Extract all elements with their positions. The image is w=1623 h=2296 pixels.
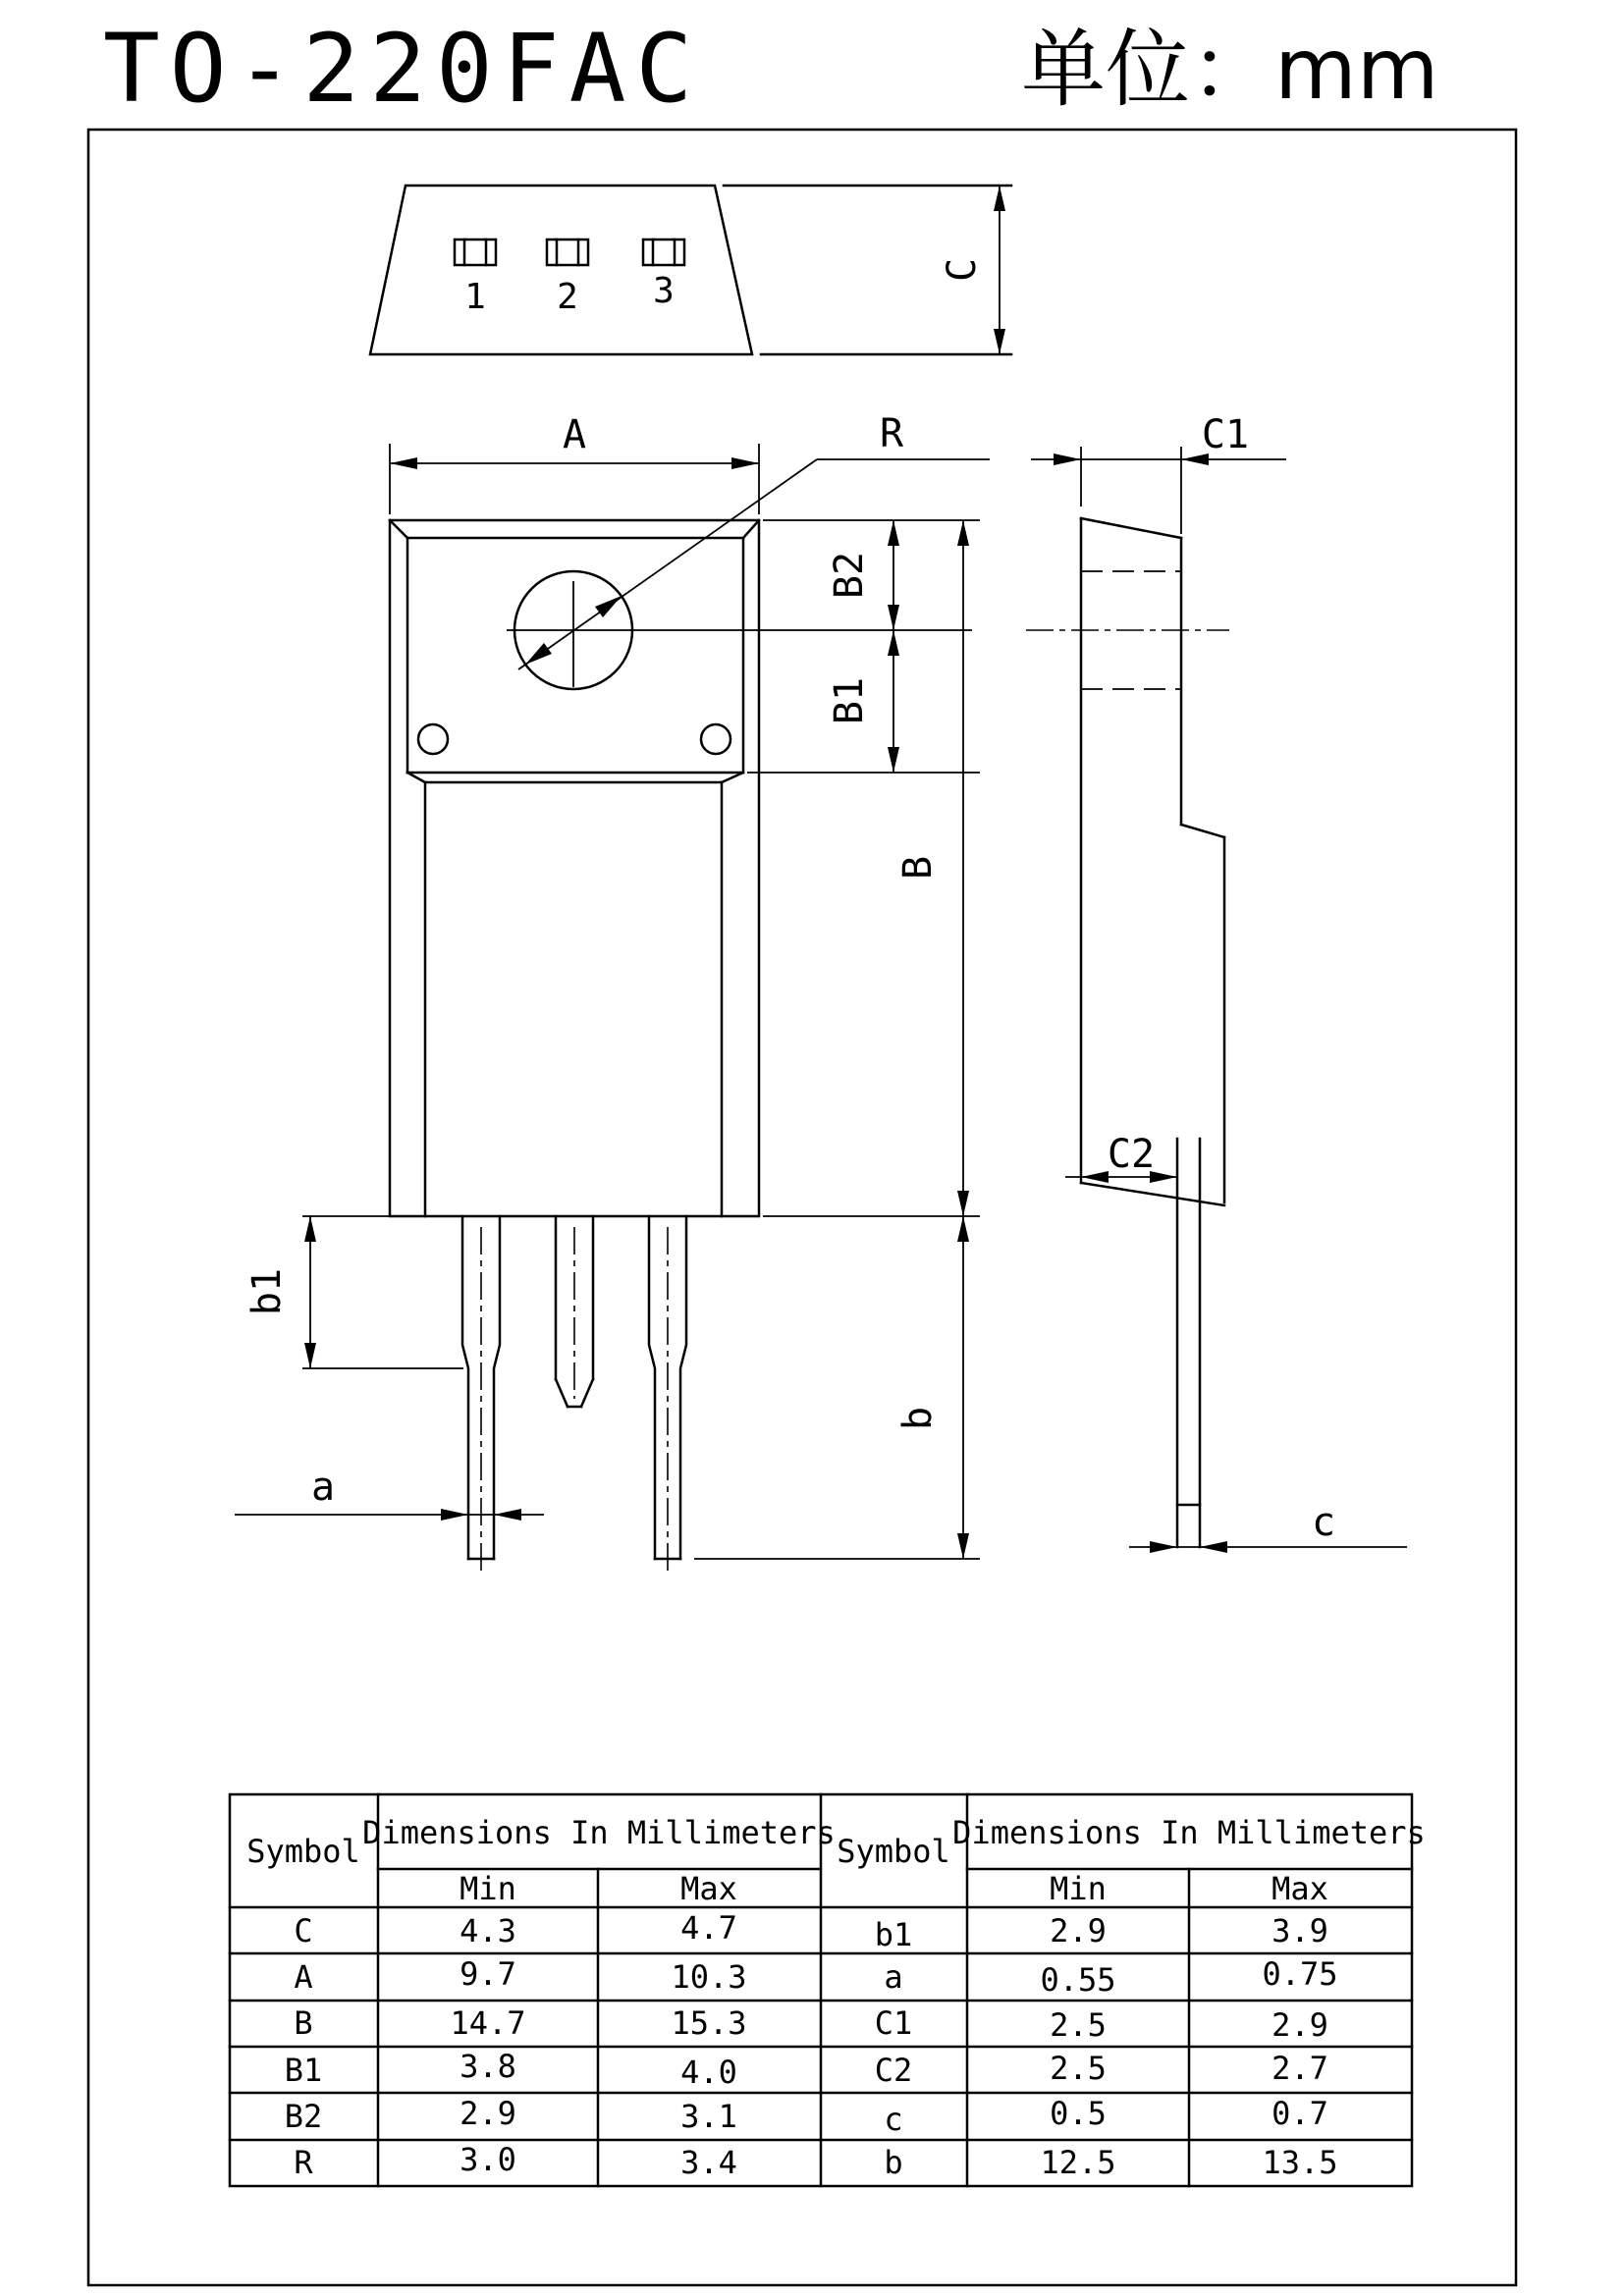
- svg-text:a: a: [884, 1958, 903, 1996]
- svg-text:3.1: 3.1: [680, 2098, 737, 2135]
- dim-B1-right: [827, 630, 899, 773]
- dim-R-label: R: [879, 411, 904, 456]
- dim-b1-label: b1: [244, 1267, 290, 1316]
- side-bottom-slant: [1081, 1183, 1224, 1205]
- svg-text:b1: b1: [874, 1916, 913, 1953]
- table-row: [285, 2048, 737, 2091]
- svg-text:B1: B1: [284, 2052, 323, 2089]
- pin-2-label: 2: [557, 277, 578, 317]
- small-hole-left: [418, 724, 448, 754]
- svg-text:4.0: 4.0: [680, 2054, 737, 2091]
- svg-text:B: B: [294, 2004, 313, 2042]
- svg-text:13.5: 13.5: [1262, 2144, 1338, 2181]
- dim-a: [235, 1465, 544, 1521]
- svg-text:3.8: 3.8: [460, 2048, 516, 2085]
- dim-B2: [827, 520, 899, 630]
- dim-B2-label: B2: [827, 551, 872, 600]
- table-row: [884, 2144, 1337, 2181]
- svg-text:2.9: 2.9: [1271, 2006, 1328, 2044]
- dim-B: [895, 520, 969, 1216]
- table-right-symbol-header: Symbol: [837, 1833, 950, 1870]
- side-view: [1026, 412, 1407, 1553]
- table-row: [875, 2050, 1328, 2089]
- svg-text:4.7: 4.7: [680, 1909, 737, 1947]
- svg-text:C2: C2: [874, 2052, 913, 2089]
- svg-text:A: A: [294, 1958, 313, 1996]
- svg-text:C1: C1: [874, 2004, 913, 2042]
- dim-C1: [1031, 412, 1286, 534]
- top-view-pin-3: [643, 240, 684, 265]
- svg-text:3.0: 3.0: [460, 2141, 516, 2178]
- svg-text:C: C: [294, 1912, 313, 1949]
- svg-text:0.75: 0.75: [1262, 1955, 1338, 1993]
- dim-C-label: C: [940, 257, 985, 283]
- svg-text:12.5: 12.5: [1040, 2144, 1116, 2181]
- svg-text:2.9: 2.9: [460, 2095, 516, 2132]
- table-left-dim-header: Dimensions In Millimeters: [362, 1814, 836, 1851]
- svg-text:2.5: 2.5: [1050, 2006, 1107, 2044]
- dim-b-label: b: [895, 1406, 941, 1431]
- front-body-outline: [390, 520, 759, 1216]
- svg-text:2.7: 2.7: [1271, 2050, 1328, 2087]
- svg-text:4.3: 4.3: [460, 1912, 516, 1949]
- pin-3-label: 3: [653, 271, 675, 311]
- table-row: [294, 1955, 746, 1996]
- svg-text:15.3: 15.3: [671, 2004, 747, 2042]
- table-right-min-header: Min: [1050, 1870, 1107, 1907]
- top-view: [370, 186, 1011, 354]
- svg-text:2.5: 2.5: [1050, 2050, 1107, 2087]
- dimension-table: [230, 1794, 1426, 2186]
- unit-label: 单位：mm: [1021, 21, 1439, 119]
- svg-text:10.3: 10.3: [671, 1958, 747, 1996]
- table-left-min-header: Min: [460, 1870, 516, 1907]
- svg-text:2.9: 2.9: [1050, 1912, 1107, 1949]
- dim-b: [895, 1216, 969, 1559]
- svg-text:3.9: 3.9: [1271, 1912, 1328, 1949]
- small-hole-right: [701, 724, 730, 754]
- svg-text:3.4: 3.4: [680, 2144, 737, 2181]
- dim-A-label: A: [562, 412, 587, 457]
- dim-C2-label: C2: [1107, 1132, 1156, 1177]
- lead-right: [649, 1216, 686, 1571]
- table-left-symbol-header: Symbol: [246, 1833, 360, 1870]
- top-view-pin-2: [547, 240, 588, 265]
- top-view-pin-1: [455, 240, 496, 265]
- svg-text:0.7: 0.7: [1271, 2095, 1328, 2132]
- lead-middle: [556, 1216, 593, 1407]
- svg-text:0.55: 0.55: [1040, 1961, 1116, 1999]
- top-view-body-outline: [370, 186, 752, 354]
- svg-text:c: c: [884, 2101, 903, 2138]
- dim-C1-label: C1: [1201, 412, 1250, 457]
- table-right-max-header: Max: [1271, 1870, 1328, 1907]
- dim-a-label: a: [310, 1465, 336, 1510]
- dim-B1-label: B1: [827, 676, 872, 725]
- side-top-slant: [1081, 518, 1181, 538]
- svg-text:b: b: [884, 2144, 903, 2181]
- table-row: [875, 1912, 1328, 1953]
- svg-text:14.7: 14.7: [450, 2004, 526, 2042]
- table-right-dim-header: Dimensions In Millimeters: [952, 1814, 1426, 1851]
- svg-text:B2: B2: [284, 2098, 323, 2135]
- table-left-header: [246, 1814, 836, 1907]
- svg-text:9.7: 9.7: [460, 1955, 516, 1993]
- svg-text:R: R: [294, 2144, 313, 2181]
- svg-text:0.5: 0.5: [1050, 2095, 1107, 2132]
- table-row: [294, 2004, 746, 2042]
- dim-A: [390, 412, 759, 514]
- dim-c-label: c: [1311, 1500, 1336, 1545]
- dim-B-label: B: [895, 855, 941, 881]
- lead-left: [462, 1216, 500, 1571]
- table-row: [884, 1955, 1337, 1999]
- page-title: TO-220FAC: [103, 14, 703, 124]
- dim-c: [1129, 1500, 1407, 1553]
- pin-1-label: 1: [464, 277, 486, 317]
- table-right-header: [837, 1814, 1426, 1907]
- table-row: [884, 2095, 1328, 2138]
- table-row: [294, 2141, 737, 2181]
- dim-C: [940, 186, 1005, 354]
- front-view: [235, 411, 990, 1571]
- table-row: [875, 2004, 1328, 2044]
- table-left-max-header: Max: [680, 1870, 737, 1907]
- table-row: [285, 2095, 737, 2135]
- dim-b1: [244, 1216, 463, 1368]
- table-row: [294, 1909, 737, 1949]
